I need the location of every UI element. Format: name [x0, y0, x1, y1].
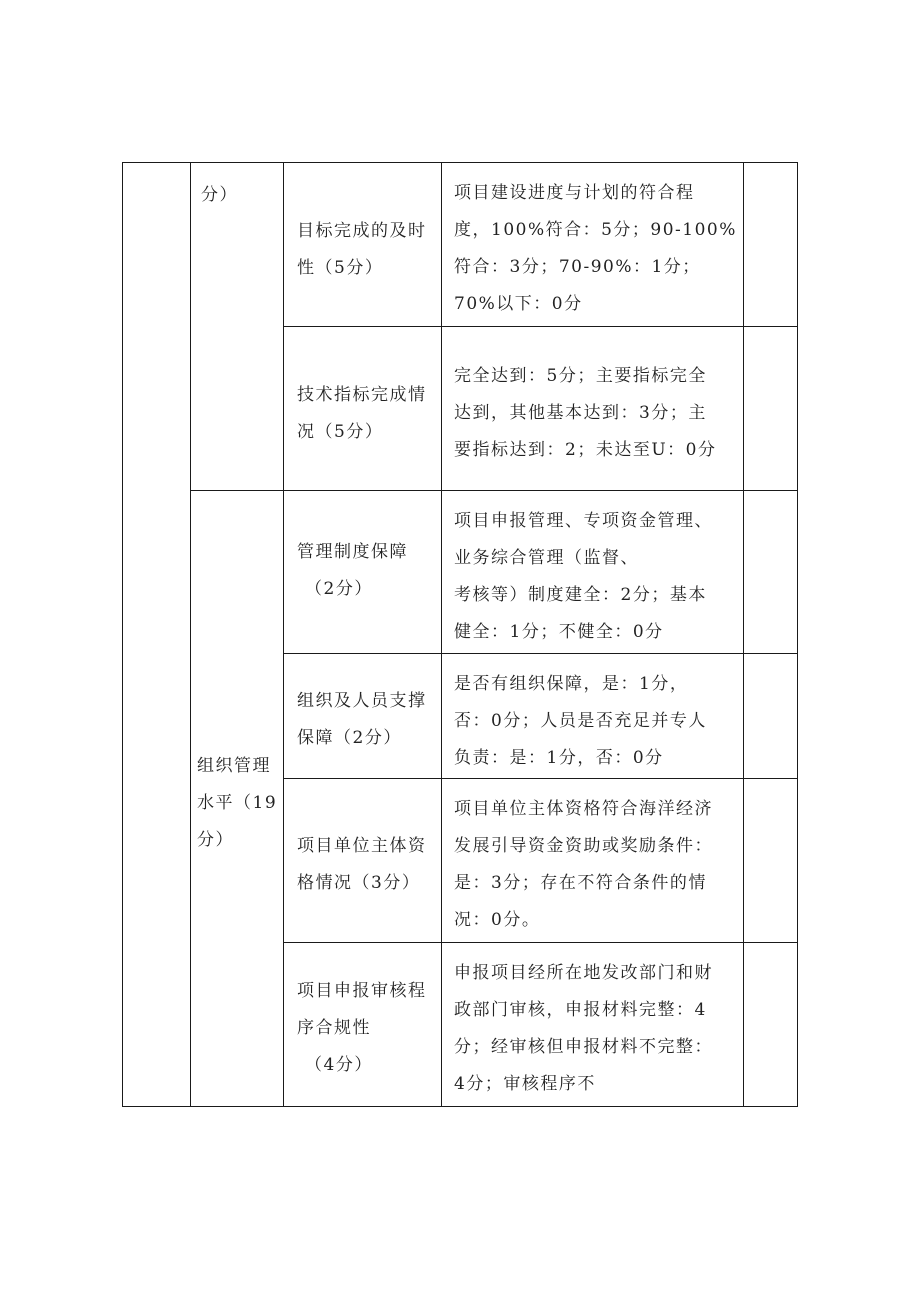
row-divider [190, 490, 797, 491]
category-label: 分） [201, 185, 238, 205]
row-divider [283, 653, 797, 654]
row-divider [283, 942, 797, 943]
criteria-cell: 是否有组织保障，是：1分， 否：0分；人员是否充足并专人 负责：是：1分，否：0分 [454, 674, 707, 768]
indicator-cell: 管理制度保障 （2分） [297, 542, 408, 599]
indicator-cell: 组织及人员支撑 保障（2分） [297, 691, 427, 748]
indicator-cell: 项目申报审核程 序合规性 （4分） [297, 981, 427, 1075]
indicator-cell: 项目单位主体资 格情况（3分） [297, 836, 427, 893]
criteria-cell: 项目建设进度与计划的符合程 度，100%符合：5分；90-100% 符合：3分；70-90%：1分； 70%以下：0分 [454, 183, 737, 314]
column-divider [743, 163, 744, 1106]
row-divider [283, 778, 797, 779]
criteria-cell: 完全达到：5分；主要指标完全 达到，其他基本达到：3分；主 要指标达到：2；未达至U：0分 [454, 366, 717, 460]
column-divider [283, 163, 284, 1106]
category-label: 组织管理 水平（19 分） [197, 756, 278, 850]
column-divider [441, 163, 442, 1106]
indicator-cell: 技术指标完成情 况（5分） [297, 385, 427, 442]
criteria-cell: 申报项目经所在地发改部门和财 政部门审核，申报材料完整：4 分；经审核但申报材料不完整： 4分；审核程序不 [454, 963, 713, 1094]
column-divider [190, 163, 191, 1106]
criteria-cell: 项目单位主体资格符合海洋经济 发展引导资金资助或奖励条件： 是：3分；存在不符合条件的情 况：0分。 [454, 799, 713, 930]
indicator-cell: 目标完成的及时 性（5分） [297, 221, 427, 278]
row-divider [283, 326, 797, 327]
evaluation-table [122, 162, 798, 1107]
criteria-cell: 项目申报管理、专项资金管理、 业务综合管理（监督、 考核等）制度建全：2分；基本 健全：1分；不健全：0分 [454, 511, 713, 642]
